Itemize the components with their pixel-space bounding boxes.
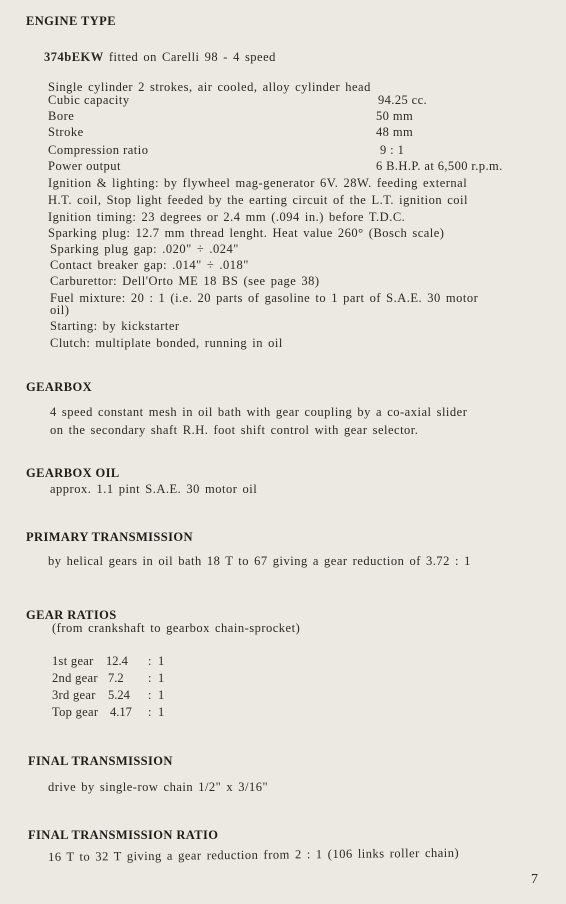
gear-ratio-one: 1 xyxy=(158,705,165,719)
spec-label: Cubic capacity xyxy=(48,93,130,107)
engine-line: Starting: by kickstarter xyxy=(50,319,180,333)
gear-ratio-colon: : xyxy=(148,654,152,668)
engine-line: oil) xyxy=(50,303,70,317)
gear-name: 1st gear xyxy=(52,654,94,668)
spec-row xyxy=(48,93,528,109)
final-transmission-ratio-text: 16 T to 32 T giving a gear reduction from 2 : 1 (106 links roller chain) xyxy=(48,845,460,864)
spec-value: 6 B.H.P. at 6,500 r.p.m. xyxy=(376,159,503,173)
engine-model-code: 374bEKW xyxy=(44,50,104,64)
gear-ratio-colon: : xyxy=(148,705,152,719)
final-transmission-text: drive by single-row chain 1/2" x 3/16" xyxy=(48,780,269,794)
gear-ratio-row xyxy=(52,688,252,704)
spec-label: Stroke xyxy=(48,125,84,139)
engine-line: Sparking plug: 12.7 mm thread lenght. Heat value 260° (Bosch scale) xyxy=(48,226,445,240)
spec-value: 50 mm xyxy=(376,109,414,123)
gear-ratio-value: 7.2 xyxy=(108,671,124,685)
gear-ratio-one: 1 xyxy=(158,654,165,668)
primary-transmission-text: by helical gears in oil bath 18 T to 67 giving a gear reduction of 3.72 : 1 xyxy=(48,554,471,568)
engine-line: Ignition timing: 23 degrees or 2.4 mm (.094 in.) before T.D.C. xyxy=(48,210,406,224)
engine-intro: Single cylinder 2 strokes, air cooled, alloy cylinder head xyxy=(48,80,371,94)
gearbox-line: 4 speed constant mesh in oil bath with gear coupling by a co-axial slider xyxy=(50,405,468,419)
engine-type-heading: ENGINE TYPE xyxy=(26,14,116,28)
gear-name: Top gear xyxy=(52,705,99,719)
engine-line: Sparking plug gap: .020" ÷ .024" xyxy=(50,242,239,256)
gear-ratio-value: 4.17 xyxy=(110,705,132,719)
gear-ratio-one: 1 xyxy=(158,671,165,685)
gear-ratio-one: 1 xyxy=(158,688,165,702)
gear-ratio-colon: : xyxy=(148,688,152,702)
engine-model-line xyxy=(44,50,276,65)
engine-line: Fuel mixture: 20 : 1 (i.e. 20 parts of gasoline to 1 part of S.A.E. 30 motor xyxy=(50,291,479,305)
spec-value: 48 mm xyxy=(376,125,414,139)
engine-line: Contact breaker gap: .014" ÷ .018" xyxy=(50,258,249,272)
gearbox-line: on the secondary shaft R.H. foot shift control with gear selector. xyxy=(50,423,419,437)
gear-ratio-row xyxy=(52,705,252,721)
primary-transmission-heading: PRIMARY TRANSMISSION xyxy=(26,530,193,544)
gear-ratio-value: 5.24 xyxy=(108,688,130,702)
gear-ratios-subtitle: (from crankshaft to gearbox chain-sprocket) xyxy=(52,621,301,635)
engine-line: H.T. coil, Stop light feeded by the earting circuit of the L.T. ignition coil xyxy=(48,193,468,207)
spec-row xyxy=(48,125,528,141)
gearbox-oil-heading: GEARBOX OIL xyxy=(26,466,120,480)
spec-row xyxy=(48,143,528,159)
gearbox-heading: GEARBOX xyxy=(26,380,93,394)
final-transmission-heading: FINAL TRANSMISSION xyxy=(28,754,173,768)
spec-label: Power output xyxy=(48,159,122,173)
engine-line: Carburettor: Dell'Orto ME 18 BS (see page 38) xyxy=(50,274,320,288)
spec-label: Bore xyxy=(48,109,75,123)
spec-label: Compression ratio xyxy=(48,143,149,157)
gear-ratio-value: 12.4 xyxy=(106,654,128,668)
gear-ratios-heading: GEAR RATIOS xyxy=(26,608,117,622)
engine-line: Clutch: multiplate bonded, running in oil xyxy=(50,336,283,350)
spec-row xyxy=(48,109,528,125)
spec-value: 94.25 cc. xyxy=(378,93,428,107)
gear-name: 3rd gear xyxy=(52,688,96,702)
engine-model-description: fitted on Carelli 98 - 4 speed xyxy=(108,50,276,64)
page-number: 7 xyxy=(531,872,538,887)
gear-ratio-colon: : xyxy=(148,671,152,685)
spec-row xyxy=(48,159,528,175)
gear-ratio-row xyxy=(52,671,252,687)
final-transmission-ratio-heading: FINAL TRANSMISSION RATIO xyxy=(28,828,219,842)
gear-name: 2nd gear xyxy=(52,671,98,685)
engine-line: Ignition & lighting: by flywheel mag-generator 6V. 28W. feeding external xyxy=(48,176,468,190)
gearbox-oil-text: approx. 1.1 pint S.A.E. 30 motor oil xyxy=(50,482,258,496)
gear-ratio-row xyxy=(52,654,252,670)
spec-value: 9 : 1 xyxy=(380,143,405,157)
